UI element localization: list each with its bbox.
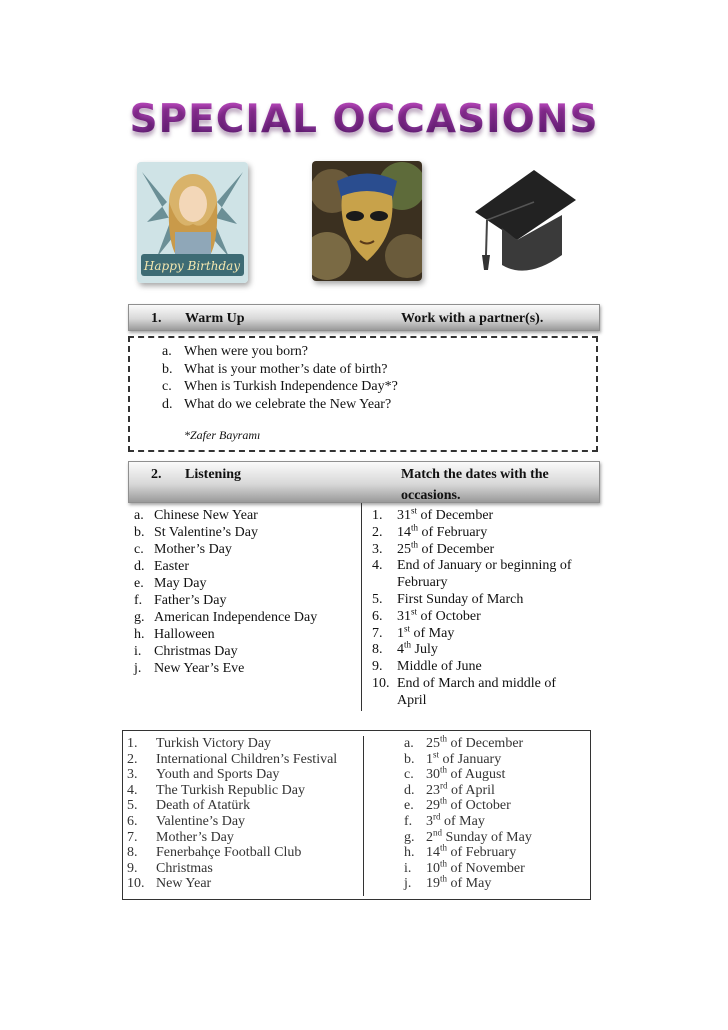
page-title: SPECIAL OCCASIONS (120, 96, 608, 144)
dates-list (372, 505, 602, 714)
date-rest: of December (447, 736, 524, 751)
question-text: When were you born? (184, 344, 309, 359)
item-marker: 6. (372, 608, 383, 624)
ordinal-suffix: nd (433, 826, 442, 837)
birthday-card-image (137, 162, 248, 283)
date-value: End of January or beginning of (397, 558, 572, 574)
section-instruction: Match the dates with the occasions. (401, 467, 549, 503)
section-label: Warm Up (185, 311, 245, 326)
date-text (397, 538, 495, 558)
column-divider (363, 736, 364, 896)
svg-text:Happy Birthday: Happy Birthday (143, 259, 241, 273)
warm-up-questions-box (128, 336, 598, 452)
question-marker: d. (162, 396, 173, 412)
date-text (397, 659, 482, 675)
date-value: 10 (426, 860, 440, 876)
events-list (127, 736, 357, 896)
question-text: When is Turkish Independence Day*? (184, 379, 398, 394)
item-text: American Independence Day (154, 610, 318, 625)
item-marker: 3. (372, 541, 383, 557)
item-marker: 10. (372, 676, 390, 691)
item-text: St Valentine’s Day (154, 525, 258, 540)
item-text: The Turkish Republic Day (156, 782, 305, 798)
item-marker: 7. (372, 625, 383, 641)
item-text: Mother’s Day (154, 542, 232, 557)
item-text: New Year’s Eve (154, 661, 245, 676)
item-marker: b. (134, 525, 145, 540)
ordinal-suffix: th (440, 795, 448, 806)
item-text: Turkish Victory Day (156, 736, 272, 751)
ordinal-suffix: st (433, 748, 440, 759)
item-text: Valentine’s Day (156, 814, 246, 829)
ordinal-suffix: th (404, 639, 412, 650)
ordinal-suffix: st (411, 606, 418, 617)
date-value: 4 (397, 642, 404, 658)
date-value: 23 (426, 782, 440, 798)
section-number: 2. (151, 467, 162, 482)
occasions-list (134, 508, 354, 688)
section-warm-up-header (128, 304, 600, 331)
date-rest: Sunday of May (442, 829, 532, 845)
event-dates-list (404, 733, 584, 896)
date-text (426, 733, 524, 752)
date-rest: of April (447, 782, 495, 798)
date-rest: of December (417, 508, 494, 523)
date-value: 3 (426, 814, 433, 829)
ordinal-suffix: th (440, 858, 448, 869)
section-instruction: Work with a partner(s). (401, 311, 544, 326)
question-marker: a. (162, 344, 172, 359)
date-text (397, 575, 448, 591)
ordinal-suffix: st (411, 505, 418, 516)
item-marker: f. (404, 814, 413, 829)
item-marker: 4. (372, 558, 383, 574)
date-value: 31 (397, 508, 411, 523)
item-marker: a. (404, 736, 414, 751)
item-marker: 10. (127, 876, 145, 892)
item-marker: 4. (127, 782, 138, 798)
item-text: Mother’s Day (156, 829, 234, 845)
date-text (397, 639, 438, 658)
question-marker: b. (162, 361, 173, 377)
birthday-picture (137, 162, 248, 283)
item-marker: 1. (372, 508, 383, 523)
item-text: Easter (154, 559, 189, 574)
item-marker: d. (404, 782, 415, 798)
date-value: 25 (426, 736, 440, 751)
date-value: 14 (426, 845, 440, 861)
date-text (397, 693, 427, 709)
item-text: Youth and Sports Day (156, 767, 280, 783)
question-text: What do we celebrate the New Year? (184, 396, 392, 412)
cap-picture (472, 160, 578, 282)
date-rest: of February (447, 845, 517, 861)
ordinal-suffix: rd (433, 811, 441, 822)
date-value: 14 (397, 524, 411, 540)
item-marker: c. (134, 542, 144, 557)
ordinal-suffix: th (411, 522, 419, 533)
date-text (426, 764, 506, 783)
section-listening-header (128, 461, 600, 503)
date-rest: of October (417, 608, 481, 624)
item-marker: e. (404, 798, 414, 814)
item-marker: b. (404, 751, 415, 767)
date-value: End of March and middle of (397, 676, 557, 691)
date-text (426, 873, 492, 892)
item-text: Christmas Day (154, 644, 238, 659)
date-text (397, 558, 572, 574)
date-rest: of November (447, 860, 525, 876)
date-value: 1 (397, 625, 404, 641)
mask-picture (312, 161, 422, 281)
date-value: 1 (426, 751, 433, 767)
item-marker: 5. (372, 592, 383, 607)
item-marker: i. (134, 644, 142, 659)
date-rest: July (411, 642, 438, 658)
item-marker: d. (134, 559, 145, 574)
item-marker: h. (404, 845, 415, 861)
item-text: Halloween (154, 627, 215, 642)
item-marker: 2. (372, 524, 383, 540)
date-rest: of December (418, 541, 495, 557)
section-label: Listening (185, 467, 242, 482)
date-text (397, 676, 556, 692)
item-text: International Children’s Festival (156, 751, 338, 767)
footnote: *Zafer Bayramı (184, 428, 261, 442)
ordinal-suffix: th (440, 842, 448, 853)
item-marker: e. (134, 576, 144, 591)
date-rest: of October (447, 798, 511, 814)
date-value: First Sunday of March (397, 592, 524, 607)
ordinal-suffix: th (440, 873, 448, 884)
item-text: Father’s Day (154, 593, 227, 608)
date-value: 19 (426, 876, 440, 892)
date-text (426, 748, 502, 768)
item-marker: 7. (127, 829, 138, 845)
section-number: 1. (151, 311, 162, 326)
column-divider (361, 503, 362, 711)
item-marker: 6. (127, 814, 138, 829)
ordinal-suffix: rd (440, 780, 448, 791)
date-value: 30 (426, 767, 440, 783)
item-marker: g. (134, 610, 145, 625)
item-marker: i. (404, 860, 412, 876)
carnival-mask-image (312, 161, 422, 281)
item-marker: a. (134, 508, 144, 523)
ordinal-suffix: st (404, 622, 411, 633)
date-rest: of August (447, 767, 506, 783)
date-rest: of January (439, 751, 502, 767)
item-marker: j. (134, 661, 142, 676)
date-value: April (397, 692, 427, 708)
graduation-cap-image (472, 160, 578, 282)
item-marker: c. (404, 767, 414, 783)
item-marker: 8. (372, 642, 383, 658)
item-marker: g. (404, 829, 415, 845)
matching-table (122, 730, 591, 900)
item-text: Christmas (156, 860, 213, 876)
item-text: New Year (156, 876, 212, 892)
date-value: 29 (426, 798, 440, 814)
date-rest: of February (418, 524, 488, 540)
date-value: 31 (397, 608, 411, 624)
item-marker: f. (134, 593, 143, 608)
ordinal-suffix: th (440, 764, 448, 775)
date-value: 2 (426, 829, 433, 845)
item-marker: 8. (127, 845, 138, 861)
date-value: 25 (397, 541, 411, 557)
item-marker: 9. (372, 659, 383, 675)
item-marker: 1. (127, 736, 138, 751)
date-rest: of May (410, 625, 455, 641)
item-marker: 2. (127, 751, 138, 767)
item-marker: 9. (127, 860, 138, 876)
date-rest: of May (440, 814, 485, 829)
date-value: February (397, 575, 448, 591)
ordinal-suffix: th (440, 733, 448, 744)
question-marker: c. (162, 379, 172, 394)
item-text: May Day (154, 576, 207, 591)
date-rest: of May (447, 876, 492, 892)
item-text: Death of Atatürk (156, 798, 251, 814)
ordinal-suffix: th (411, 538, 419, 549)
item-text: Chinese New Year (154, 508, 258, 523)
item-marker: 5. (127, 798, 138, 814)
item-text: Fenerbahçe Football Club (156, 845, 302, 861)
question-text: What is your mother’s date of birth? (184, 361, 388, 377)
item-marker: h. (134, 627, 145, 642)
date-value: Middle of June (397, 659, 482, 675)
item-marker: j. (404, 876, 412, 892)
date-text (426, 780, 495, 799)
item-marker: 3. (127, 767, 138, 783)
